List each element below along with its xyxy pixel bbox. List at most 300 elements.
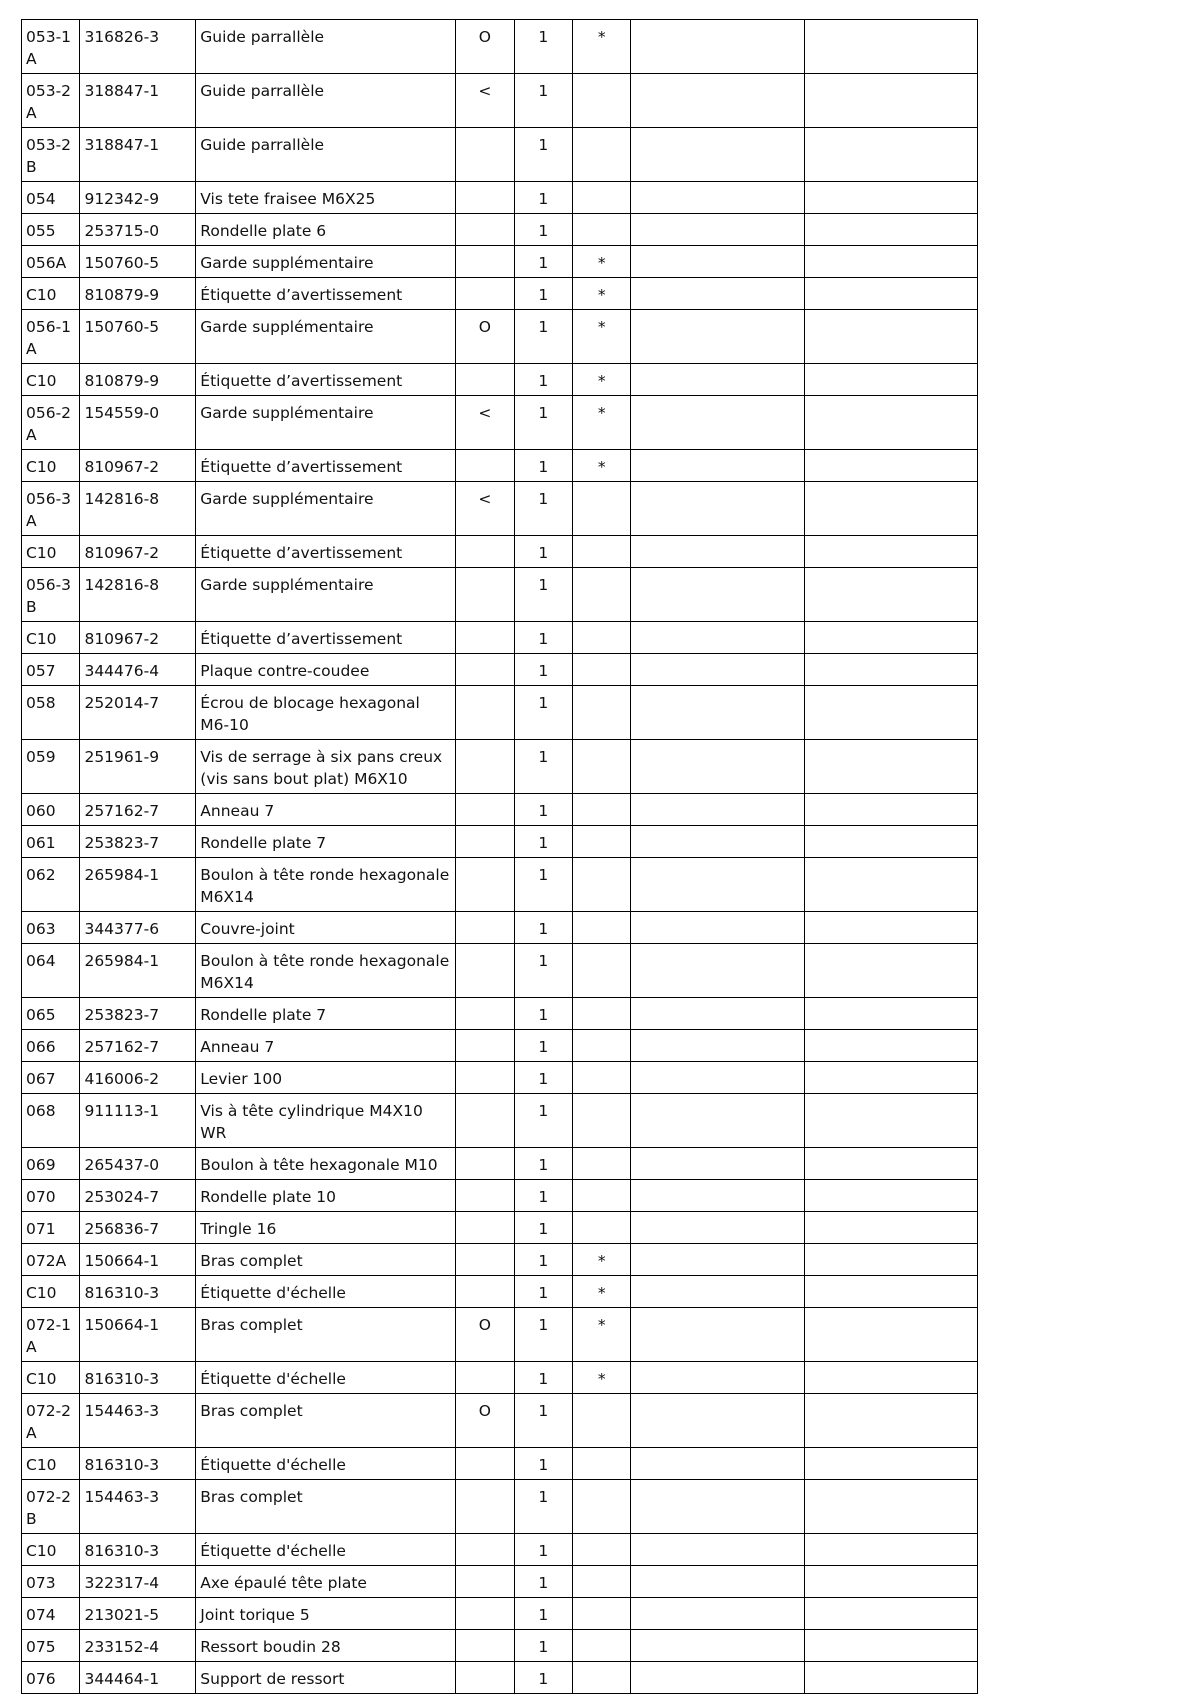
part-number-cell: 344476-4 <box>80 654 196 686</box>
blank-cell <box>804 1030 977 1062</box>
item-number-cell: 053-1A <box>22 20 80 74</box>
part-number-cell: 142816-8 <box>80 568 196 622</box>
table-row <box>22 310 978 364</box>
quantity-cell: 1 <box>514 1394 572 1448</box>
part-number-cell: 318847-1 <box>80 74 196 128</box>
change-mark-cell <box>456 182 514 214</box>
blank-cell <box>631 450 804 482</box>
change-mark-cell: O <box>456 1394 514 1448</box>
table-row <box>22 1630 978 1662</box>
change-mark-cell <box>456 1094 514 1148</box>
item-number-cell: 055 <box>22 214 80 246</box>
blank-cell <box>631 998 804 1030</box>
quantity-cell: 1 <box>514 482 572 536</box>
description-cell: Bras complet <box>196 1308 456 1362</box>
item-number-cell: 061 <box>22 826 80 858</box>
table-row <box>22 1598 978 1630</box>
change-mark-cell <box>456 450 514 482</box>
description-cell: Anneau 7 <box>196 1030 456 1062</box>
note-mark-cell <box>573 944 631 998</box>
part-number-cell: 253715-0 <box>80 214 196 246</box>
blank-cell <box>631 686 804 740</box>
item-number-cell: 053-2A <box>22 74 80 128</box>
part-number-cell: 265437-0 <box>80 1148 196 1180</box>
table-row <box>22 128 978 182</box>
part-number-cell: 257162-7 <box>80 794 196 826</box>
quantity-cell: 1 <box>514 1448 572 1480</box>
note-mark-cell <box>573 1180 631 1212</box>
blank-cell <box>804 246 977 278</box>
table-row <box>22 1094 978 1148</box>
quantity-cell: 1 <box>514 568 572 622</box>
item-number-cell: C10 <box>22 1362 80 1394</box>
blank-cell <box>631 278 804 310</box>
item-number-cell: 063 <box>22 912 80 944</box>
part-number-cell: 316826-3 <box>80 20 196 74</box>
blank-cell <box>631 858 804 912</box>
blank-cell <box>804 20 977 74</box>
description-cell: Bras complet <box>196 1244 456 1276</box>
note-mark-cell <box>573 998 631 1030</box>
item-number-cell: C10 <box>22 622 80 654</box>
blank-cell <box>631 740 804 794</box>
change-mark-cell <box>456 1148 514 1180</box>
quantity-cell: 1 <box>514 1662 572 1694</box>
part-number-cell: 810879-9 <box>80 278 196 310</box>
blank-cell <box>631 1630 804 1662</box>
note-mark-cell <box>573 182 631 214</box>
item-number-cell: 072A <box>22 1244 80 1276</box>
blank-cell <box>804 536 977 568</box>
quantity-cell: 1 <box>514 74 572 128</box>
blank-cell <box>804 1212 977 1244</box>
note-mark-cell: * <box>573 450 631 482</box>
blank-cell <box>804 1662 977 1694</box>
note-mark-cell: * <box>573 1276 631 1308</box>
blank-cell <box>804 74 977 128</box>
blank-cell <box>631 128 804 182</box>
change-mark-cell <box>456 826 514 858</box>
description-cell: Rondelle plate 6 <box>196 214 456 246</box>
item-number-cell: C10 <box>22 1276 80 1308</box>
item-number-cell: C10 <box>22 536 80 568</box>
change-mark-cell <box>456 1180 514 1212</box>
description-cell: Étiquette d'échelle <box>196 1362 456 1394</box>
item-number-cell: 062 <box>22 858 80 912</box>
item-number-cell: 056-2A <box>22 396 80 450</box>
blank-cell <box>804 686 977 740</box>
blank-cell <box>804 654 977 686</box>
description-cell: Couvre-joint <box>196 912 456 944</box>
blank-cell <box>631 1062 804 1094</box>
blank-cell <box>804 826 977 858</box>
blank-cell <box>804 1534 977 1566</box>
note-mark-cell <box>573 794 631 826</box>
item-number-cell: 056-3B <box>22 568 80 622</box>
quantity-cell: 1 <box>514 364 572 396</box>
blank-cell <box>631 1148 804 1180</box>
table-row <box>22 1180 978 1212</box>
table-row <box>22 20 978 74</box>
table-row <box>22 1448 978 1480</box>
table-row <box>22 74 978 128</box>
blank-cell <box>631 214 804 246</box>
part-number-cell: 251961-9 <box>80 740 196 794</box>
quantity-cell: 1 <box>514 1308 572 1362</box>
blank-cell <box>631 1480 804 1534</box>
note-mark-cell <box>573 1630 631 1662</box>
table-row <box>22 740 978 794</box>
note-mark-cell <box>573 1212 631 1244</box>
description-cell: Joint torique 5 <box>196 1598 456 1630</box>
change-mark-cell: O <box>456 1308 514 1362</box>
change-mark-cell <box>456 1244 514 1276</box>
quantity-cell: 1 <box>514 1598 572 1630</box>
change-mark-cell <box>456 1480 514 1534</box>
blank-cell <box>804 1244 977 1276</box>
description-cell: Étiquette d'échelle <box>196 1534 456 1566</box>
part-number-cell: 257162-7 <box>80 1030 196 1062</box>
part-number-cell: 256836-7 <box>80 1212 196 1244</box>
description-cell: Axe épaulé tête plate <box>196 1566 456 1598</box>
quantity-cell: 1 <box>514 1480 572 1534</box>
description-cell: Garde supplémentaire <box>196 482 456 536</box>
part-number-cell: 253024-7 <box>80 1180 196 1212</box>
note-mark-cell: * <box>573 20 631 74</box>
blank-cell <box>631 1394 804 1448</box>
part-number-cell: 252014-7 <box>80 686 196 740</box>
item-number-cell: C10 <box>22 450 80 482</box>
quantity-cell: 1 <box>514 182 572 214</box>
table-row <box>22 1276 978 1308</box>
table-row <box>22 278 978 310</box>
item-number-cell: 065 <box>22 998 80 1030</box>
part-number-cell: 142816-8 <box>80 482 196 536</box>
blank-cell <box>804 396 977 450</box>
item-number-cell: C10 <box>22 278 80 310</box>
change-mark-cell <box>456 1630 514 1662</box>
part-number-cell: 154559-0 <box>80 396 196 450</box>
blank-cell <box>631 568 804 622</box>
note-mark-cell <box>573 74 631 128</box>
quantity-cell: 1 <box>514 450 572 482</box>
item-number-cell: 076 <box>22 1662 80 1694</box>
change-mark-cell <box>456 278 514 310</box>
blank-cell <box>804 1598 977 1630</box>
part-number-cell: 816310-3 <box>80 1276 196 1308</box>
description-cell: Étiquette d’avertissement <box>196 450 456 482</box>
description-cell: Levier 100 <box>196 1062 456 1094</box>
blank-cell <box>631 182 804 214</box>
description-cell: Étiquette d’avertissement <box>196 278 456 310</box>
note-mark-cell <box>573 1534 631 1566</box>
part-number-cell: 912342-9 <box>80 182 196 214</box>
blank-cell <box>631 826 804 858</box>
note-mark-cell <box>573 826 631 858</box>
blank-cell <box>631 1030 804 1062</box>
note-mark-cell: * <box>573 364 631 396</box>
quantity-cell: 1 <box>514 944 572 998</box>
blank-cell <box>804 912 977 944</box>
description-cell: Rondelle plate 7 <box>196 826 456 858</box>
part-number-cell: 150664-1 <box>80 1308 196 1362</box>
item-number-cell: 072-2B <box>22 1480 80 1534</box>
item-number-cell: 060 <box>22 794 80 826</box>
description-cell: Bras complet <box>196 1480 456 1534</box>
quantity-cell: 1 <box>514 1534 572 1566</box>
item-number-cell: 064 <box>22 944 80 998</box>
note-mark-cell <box>573 654 631 686</box>
note-mark-cell <box>573 1662 631 1694</box>
quantity-cell: 1 <box>514 1148 572 1180</box>
quantity-cell: 1 <box>514 1062 572 1094</box>
part-number-cell: 810967-2 <box>80 450 196 482</box>
item-number-cell: 067 <box>22 1062 80 1094</box>
note-mark-cell <box>573 482 631 536</box>
blank-cell <box>631 944 804 998</box>
table-row <box>22 364 978 396</box>
change-mark-cell <box>456 1212 514 1244</box>
blank-cell <box>804 944 977 998</box>
blank-cell <box>631 482 804 536</box>
part-number-cell: 253823-7 <box>80 998 196 1030</box>
quantity-cell: 1 <box>514 1094 572 1148</box>
note-mark-cell <box>573 622 631 654</box>
table-row <box>22 1394 978 1448</box>
part-number-cell: 816310-3 <box>80 1448 196 1480</box>
part-number-cell: 154463-3 <box>80 1480 196 1534</box>
blank-cell <box>631 1598 804 1630</box>
item-number-cell: 073 <box>22 1566 80 1598</box>
part-number-cell: 816310-3 <box>80 1362 196 1394</box>
table-row <box>22 536 978 568</box>
change-mark-cell <box>456 1448 514 1480</box>
description-cell: Étiquette d'échelle <box>196 1448 456 1480</box>
table-row <box>22 182 978 214</box>
item-number-cell: C10 <box>22 1448 80 1480</box>
blank-cell <box>804 1394 977 1448</box>
change-mark-cell <box>456 536 514 568</box>
change-mark-cell: < <box>456 396 514 450</box>
blank-cell <box>804 278 977 310</box>
part-number-cell: 816310-3 <box>80 1534 196 1566</box>
description-cell: Tringle 16 <box>196 1212 456 1244</box>
quantity-cell: 1 <box>514 536 572 568</box>
item-number-cell: 059 <box>22 740 80 794</box>
blank-cell <box>804 1062 977 1094</box>
blank-cell <box>631 364 804 396</box>
change-mark-cell <box>456 912 514 944</box>
quantity-cell: 1 <box>514 1244 572 1276</box>
blank-cell <box>631 912 804 944</box>
note-mark-cell <box>573 214 631 246</box>
blank-cell <box>804 998 977 1030</box>
quantity-cell: 1 <box>514 278 572 310</box>
quantity-cell: 1 <box>514 128 572 182</box>
note-mark-cell: * <box>573 246 631 278</box>
table-row <box>22 826 978 858</box>
quantity-cell: 1 <box>514 794 572 826</box>
item-number-cell: 074 <box>22 1598 80 1630</box>
blank-cell <box>804 1308 977 1362</box>
note-mark-cell <box>573 1598 631 1630</box>
blank-cell <box>804 182 977 214</box>
description-cell: Garde supplémentaire <box>196 396 456 450</box>
item-number-cell: 075 <box>22 1630 80 1662</box>
description-cell: Ressort boudin 28 <box>196 1630 456 1662</box>
description-cell: Anneau 7 <box>196 794 456 826</box>
table-row <box>22 568 978 622</box>
description-cell: Garde supplémentaire <box>196 568 456 622</box>
quantity-cell: 1 <box>514 214 572 246</box>
table-row <box>22 1662 978 1694</box>
table-row <box>22 944 978 998</box>
change-mark-cell <box>456 794 514 826</box>
change-mark-cell: < <box>456 74 514 128</box>
description-cell: Étiquette d’avertissement <box>196 364 456 396</box>
blank-cell <box>631 654 804 686</box>
note-mark-cell <box>573 858 631 912</box>
note-mark-cell <box>573 1062 631 1094</box>
blank-cell <box>804 1276 977 1308</box>
quantity-cell: 1 <box>514 740 572 794</box>
description-cell: Boulon à tête ronde hexagonale M6X14 <box>196 944 456 998</box>
note-mark-cell <box>573 1030 631 1062</box>
change-mark-cell <box>456 1566 514 1598</box>
quantity-cell: 1 <box>514 1212 572 1244</box>
blank-cell <box>631 20 804 74</box>
blank-cell <box>804 794 977 826</box>
change-mark-cell <box>456 246 514 278</box>
quantity-cell: 1 <box>514 20 572 74</box>
table-row <box>22 912 978 944</box>
blank-cell <box>804 450 977 482</box>
part-number-cell: 344377-6 <box>80 912 196 944</box>
blank-cell <box>631 310 804 364</box>
blank-cell <box>804 1448 977 1480</box>
table-row <box>22 654 978 686</box>
blank-cell <box>631 1212 804 1244</box>
quantity-cell: 1 <box>514 912 572 944</box>
change-mark-cell <box>456 1598 514 1630</box>
quantity-cell: 1 <box>514 1362 572 1394</box>
description-cell: Écrou de blocage hexagonal M6-10 <box>196 686 456 740</box>
part-number-cell: 233152-4 <box>80 1630 196 1662</box>
description-cell: Guide parrallèle <box>196 128 456 182</box>
description-cell: Plaque contre-coudee <box>196 654 456 686</box>
quantity-cell: 1 <box>514 1030 572 1062</box>
note-mark-cell <box>573 128 631 182</box>
change-mark-cell <box>456 686 514 740</box>
description-cell: Garde supplémentaire <box>196 246 456 278</box>
blank-cell <box>631 1662 804 1694</box>
description-cell: Garde supplémentaire <box>196 310 456 364</box>
blank-cell <box>804 364 977 396</box>
table-row <box>22 1148 978 1180</box>
quantity-cell: 1 <box>514 826 572 858</box>
quantity-cell: 1 <box>514 654 572 686</box>
table-row <box>22 1308 978 1362</box>
item-number-cell: 053-2B <box>22 128 80 182</box>
note-mark-cell <box>573 568 631 622</box>
blank-cell <box>631 1180 804 1212</box>
table-row <box>22 1480 978 1534</box>
table-row <box>22 858 978 912</box>
table-row <box>22 1362 978 1394</box>
part-number-cell: 911113-1 <box>80 1094 196 1148</box>
note-mark-cell <box>573 740 631 794</box>
item-number-cell: C10 <box>22 1534 80 1566</box>
quantity-cell: 1 <box>514 622 572 654</box>
description-cell: Bras complet <box>196 1394 456 1448</box>
description-cell: Étiquette d’avertissement <box>196 622 456 654</box>
change-mark-cell <box>456 858 514 912</box>
item-number-cell: 071 <box>22 1212 80 1244</box>
item-number-cell: 070 <box>22 1180 80 1212</box>
part-number-cell: 150760-5 <box>80 310 196 364</box>
quantity-cell: 1 <box>514 998 572 1030</box>
blank-cell <box>631 74 804 128</box>
blank-cell <box>631 1448 804 1480</box>
table-row <box>22 1244 978 1276</box>
table-row <box>22 482 978 536</box>
part-number-cell: 318847-1 <box>80 128 196 182</box>
table-row <box>22 1030 978 1062</box>
change-mark-cell <box>456 568 514 622</box>
item-number-cell: 072-2A <box>22 1394 80 1448</box>
description-cell: Rondelle plate 7 <box>196 998 456 1030</box>
blank-cell <box>631 1244 804 1276</box>
note-mark-cell: * <box>573 1362 631 1394</box>
quantity-cell: 1 <box>514 246 572 278</box>
description-cell: Boulon à tête hexagonale M10 <box>196 1148 456 1180</box>
note-mark-cell: * <box>573 396 631 450</box>
change-mark-cell <box>456 1276 514 1308</box>
item-number-cell: 069 <box>22 1148 80 1180</box>
blank-cell <box>804 1480 977 1534</box>
part-number-cell: 253823-7 <box>80 826 196 858</box>
note-mark-cell: * <box>573 310 631 364</box>
item-number-cell: 072-1A <box>22 1308 80 1362</box>
blank-cell <box>631 1362 804 1394</box>
table-row <box>22 1212 978 1244</box>
change-mark-cell <box>456 998 514 1030</box>
blank-cell <box>804 622 977 654</box>
part-number-cell: 265984-1 <box>80 858 196 912</box>
item-number-cell: 056A <box>22 246 80 278</box>
description-cell: Étiquette d'échelle <box>196 1276 456 1308</box>
item-number-cell: 054 <box>22 182 80 214</box>
change-mark-cell <box>456 654 514 686</box>
item-number-cell: 066 <box>22 1030 80 1062</box>
item-number-cell: 058 <box>22 686 80 740</box>
blank-cell <box>804 1630 977 1662</box>
description-cell: Rondelle plate 10 <box>196 1180 456 1212</box>
quantity-cell: 1 <box>514 1180 572 1212</box>
blank-cell <box>631 246 804 278</box>
table-row <box>22 1062 978 1094</box>
note-mark-cell <box>573 536 631 568</box>
blank-cell <box>631 1276 804 1308</box>
change-mark-cell <box>456 214 514 246</box>
note-mark-cell <box>573 1566 631 1598</box>
note-mark-cell: * <box>573 1308 631 1362</box>
table-row <box>22 450 978 482</box>
table-row <box>22 1566 978 1598</box>
blank-cell <box>631 1308 804 1362</box>
quantity-cell: 1 <box>514 686 572 740</box>
blank-cell <box>804 128 977 182</box>
